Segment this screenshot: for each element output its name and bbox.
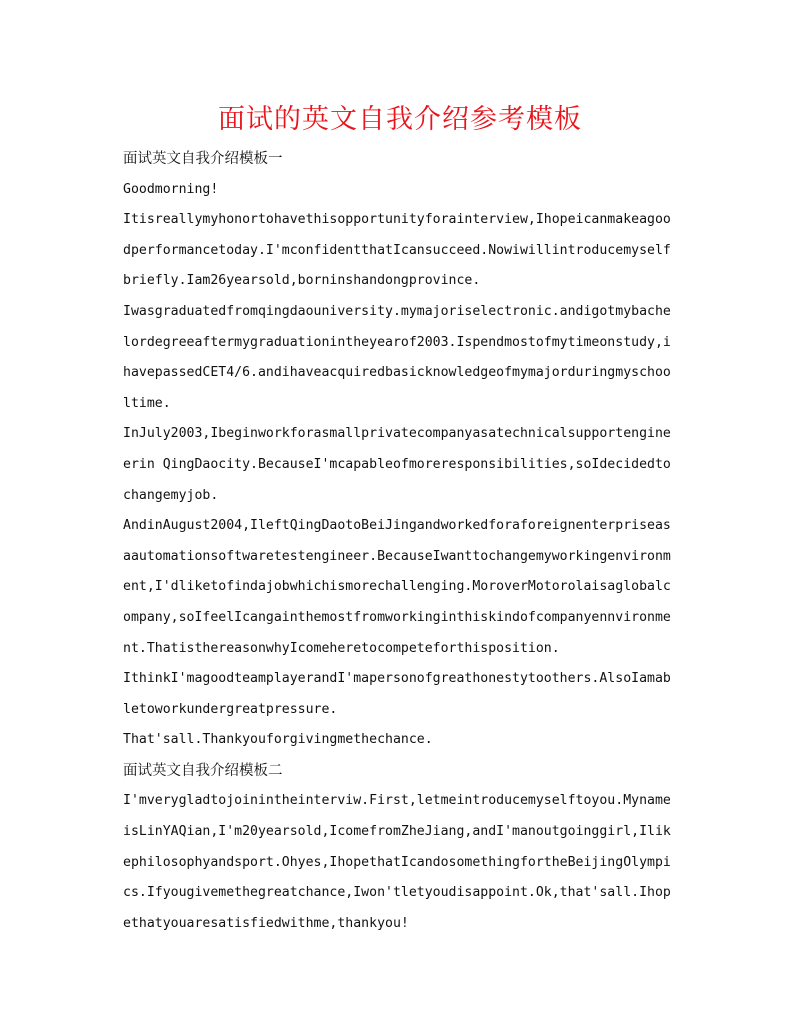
section-2-paragraph: I'mverygladtojoinintheinterviw.First,letmeintroducemyselftoyou.MynameisLinYAQian,I'm20yearsold,IcomefromZheJiang,andI'manoutgoinggirl,Ilikephilosophyandsport.Ohyes,IhopethatIcandosomethingfortheBeijingOlympics.Ifyougivemethegreatchance,Iwon'tletyoudisappoint.Ok,that'sall.Ihopethatyouaresatisfiedwithme,thankyou!	[123, 793, 671, 931]
greeting-paragraph: Goodmorning!	[123, 181, 219, 197]
second-job-paragraph: AndinAugust2004,IleftQingDaotoBeiJingandworkedforaforeignenterpriseasaautomationsoftwaretestengineer.BecauseIwanttochangemyworkingenvironment,I'dliketofindajobwhichismorechallenging.MoroverMotorolaisaglobalcompany,soIfeelIcangainthemostfromworkinginthiskindofcompanyennvironment.ThatisthereasonwhyIcomeheretocompeteforthisposition.	[123, 518, 671, 656]
closing-paragraph: That'sall.Thankyouforgivingmethechance.	[123, 732, 433, 748]
first-job-paragraph: InJuly2003,Ibeginworkforasmallprivatecompanyasatechnicalsupportengineerin QingDaocity.BecauseI'mcapableofmoreresponsibilities,soIdecidedtochangemyjob.	[123, 426, 671, 503]
section-2-heading: 面试英文自我介绍模板二	[123, 762, 283, 779]
document-title: 面试的英文自我介绍参考模板	[218, 104, 582, 135]
section-1-heading: 面试英文自我介绍模板一	[123, 151, 283, 167]
document-body	[123, 144, 675, 939]
education-paragraph: Iwasgraduatedfromqingdaouniversity.mymajoriselectronic.andigotmybachelordegreeaftermygraduationintheyearof2003.Ispendmostofmytimeonstudy,ihavepassedCET4/6.andihaveacquiredbasicknowledgeofmymajorduringmyschooltime.	[123, 303, 671, 411]
intro-paragraph: Itisreallymyhonortohavethisopportunityforainterview,Ihopeicanmakeagoodperformancetoday.I'mconfidentthatIcansucceed.Nowiwillintroducemyselfbriefly.Iam26yearsold,borninshandongprovince.	[123, 212, 671, 289]
traits-paragraph: IthinkI'magoodteamplayerandI'mapersonofgreathonestytoothers.AlsoIamabletoworkundergreatpressure.	[123, 671, 671, 717]
